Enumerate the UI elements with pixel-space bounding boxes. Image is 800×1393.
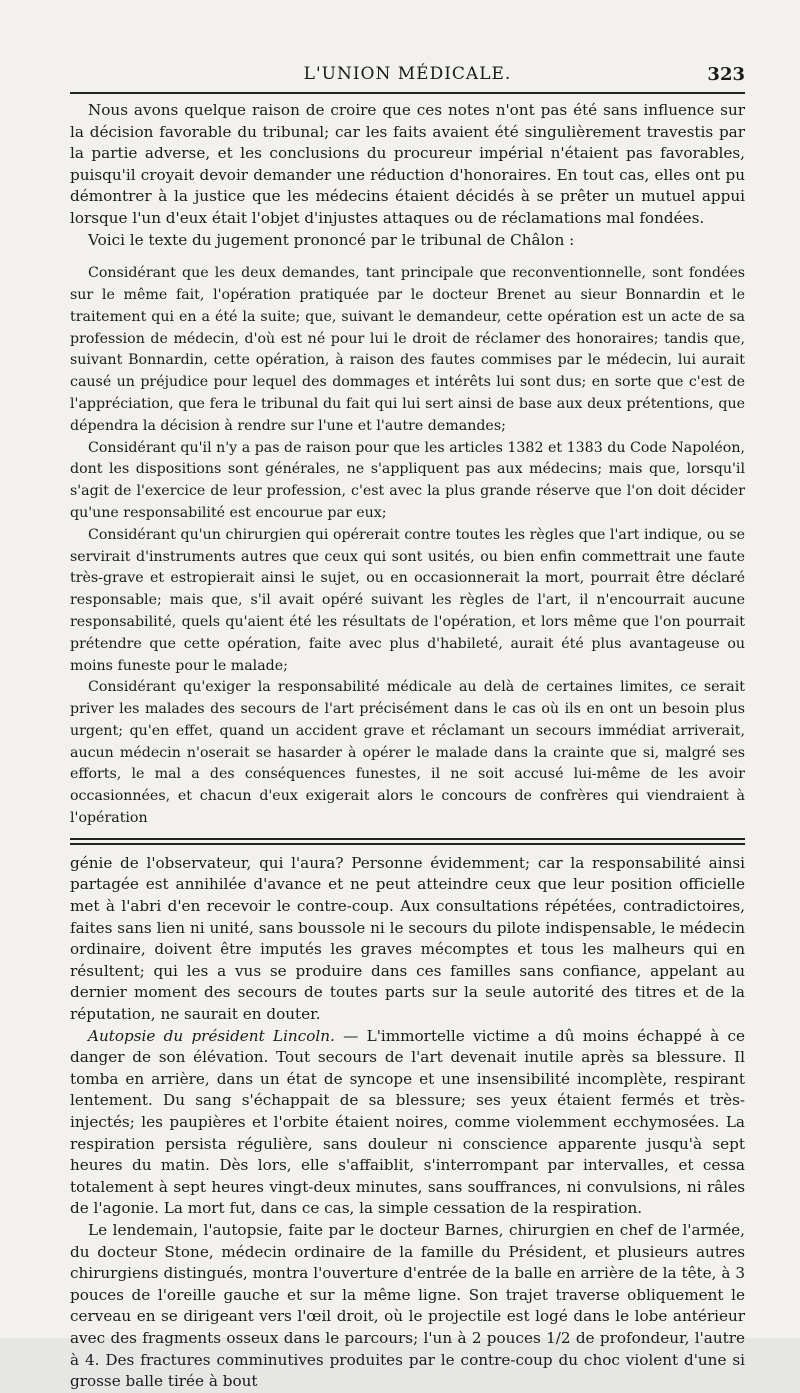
lower-column	[70, 853, 745, 1393]
judgment-paragraph: Considérant qu'un chirurgien qui opérerait contre toutes les règles que l'art indique, ou se servirait d'instruments autres que ceux qui sont usités, ou bien enfin commettrait une faute très-grave et estropierait ainsi le sujet, ou en occasionnerait la mort, pourrait être déclaré responsable; mais que, s'il avait opéré suivant les règles de l'art, il n'encourrait aucune responsabilité, quels qu'aient été les résultats de l'opération, et lors même que l'on pourrait prétendre que cette opération, faite avec plus d'habileté, aurait été plus avantageuse ou moins funeste pour le malade;	[70, 526, 745, 674]
upper-column	[70, 100, 745, 251]
page-number: 323	[707, 64, 745, 85]
judgment-paragraph: Considérant qu'exiger la responsabilité médicale au delà de certaines limites, ce serait priver les malades des secours de l'art précisément dans le cas où ils en ont un besoin plus urgent; qu'en effet, quand un accident grave et réclamant un secours immédiat arriverait, aucun médecin n'oserait se hasarder à opérer le malade dans la crainte que si, malgré ses efforts, le mal a des conséquences funestes, il ne soit accusé lui-même de les avoir occasionnées, et chacun d'eux exigerait alors le concours de confrères qui viendraient à l'opération	[70, 679, 745, 827]
intro-paragraph: Nous avons quelque raison de croire que ces notes n'ont pas été sans influence sur la décision favorable du tribunal; car les faits avaient été singulièrement travestis par la partie adverse, et les conclusions du procureur impérial n'étaient pas favorables, puisqu'il croyait devoir demander une réduction d'honoraires. En tout cas, elles ont pu démontrer à la justice que les médecins étaient décidés à se prêter un mutuel appui lorsque l'un d'eux était l'objet d'injustes attaques ou de réclamations mal fondées.	[70, 101, 745, 227]
section-body: — L'immortelle victime a dû moins échappé à ce danger de son élévation. Tout secours de l'art devenait inutile après sa blessure. Il tomba en arrière, dans un état de syncope et une insensibilité incomplète, respirant lentement. Du sang s'échappait de sa blessure; ses yeux étaient fermés et très-injectés; les paupières et l'orbite étaient noires, comme violemment ecchymosées. La respiration persista régulière, sans douleur ni conscience apparente jusqu'à sept heures du matin. Dès lors, elle s'affaiblit, s'interrompant par intervalles, et cessa totalement à sept heures vingt-deux minutes, sans souffrances, ni convulsions, ni râles de l'agonie. La mort fut, dans ce cas, la simple cessation de la respiration.	[70, 1026, 745, 1218]
section-heading: Autopsie du président Lincoln.	[88, 1026, 335, 1045]
journal-title: L'UNION MÉDICALE.	[303, 64, 512, 84]
running-header	[70, 58, 745, 92]
header-rule	[70, 92, 745, 94]
intro-judgment-lead: Voici le texte du jugement prononcé par le tribunal de Châlon :	[88, 230, 575, 249]
feuilleton-paragraph: génie de l'observateur, qui l'aura? Personne évidemment; car la responsabilité ainsi partagée est annihilée d'avance et ne peut atteindre ceux que leur position officielle met à l'abri d'en recevoir le contre-coup. Aux consultations répétées, contradictoires, faites sans lien ni unité, sans boussole ni le secours du pilote indispensable, le médecin ordinaire, doivent être imputés les graves mécomptes et tous les malheurs qui en résultent; qui les a vus se produire dans ces familles sans confiance, appelant au dernier moment des secours de toutes parts sur la seule autorité des titres et de la réputation, ne saurait en douter.	[70, 853, 745, 1024]
feuilleton-paragraph	[70, 1026, 745, 1220]
judgment-paragraph: Considérant qu'il n'y a pas de raison pour que les articles 1382 et 1383 du Code Napoléon, dont les dispositions sont générales, ne s'appliquent pas aux médecins; mais que, lorsqu'il s'agit de l'exercice de leur profession, c'est avec la plus grande réserve que l'on doit décider qu'une responsabilité est encourue par eux;	[70, 439, 745, 521]
judgment-text	[70, 263, 745, 830]
judgment-paragraph: Considérant que les deux demandes, tant principale que reconventionnelle, sont fondées sur le même fait, l'opération pratiquée par le docteur Brenet au sieur Bonnardin et le traitement qui en a été la suite; que, suivant le demandeur, cette opération est un acte de sa profession de médecin, d'où est né pour lui le droit de réclamer des honoraires; tandis que, suivant Bonnardin, cette opération, à raison des fautes commises par le médecin, lui aurait causé un préjudice pour lequel des dommages et intérêts lui sont dus; en sorte que c'est de l'appréciation, que fera le tribunal du fait qui lui sert ainsi de base aux deux prétentions, que dépendra la décision à rendre sur l'une et l'autre demandes;	[70, 265, 745, 434]
feuilleton-paragraph: Le lendemain, l'autopsie, faite par le docteur Barnes, chirurgien en chef de l'armée, du docteur Stone, médecin ordinaire de la famille du Président, et plusieurs autres chirurgiens distingués, montra l'ouverture d'entrée de la balle en arrière de la tête, à 3 pouces de l'oreille gauche et sur la même ligne. Son trajet traverse obliquement le cerveau en se dirigeant vers l'œil droit, où le projectile est logé dans le lobe antérieur avec des fragments osseux dans le parcours; l'un à 2 pouces 1/2 de profondeur, l'autre à 4. Des fractures comminutives produites par le contre-coup du choc violent d'une si grosse balle tirée à bout	[70, 1220, 745, 1391]
section-divider	[70, 838, 745, 845]
